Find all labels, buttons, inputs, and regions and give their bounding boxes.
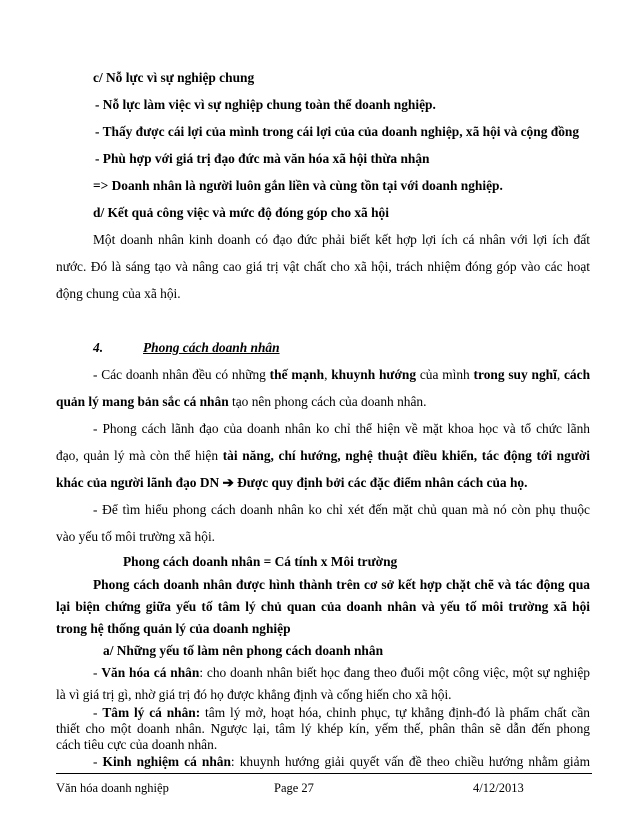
p4-line-2: lại biện chứng giữa yếu tố tâm lý chủ quan của doanh nhân và yếu tố môi trường xã hội [56, 599, 590, 614]
p5-line-2: là vì giá trị gì, nhờ giá trị đó họ được khẳng định và cống hiến cho xã hội. [56, 687, 452, 702]
c-item-1: - Nỗ lực làm việc vì sự nghiệp chung toàn thể doanh nghiệp. [95, 97, 436, 112]
heading-d: d/ Kết quả công việc và mức độ đóng góp cho xã hội [93, 205, 389, 220]
section-4-number: 4. [93, 340, 104, 355]
c-item-2: - Thấy được cái lợi của mình trong cái lợi của của doanh nghiệp, xã hội và cộng đồng [95, 124, 580, 139]
footer-divider [56, 773, 592, 774]
p2-line-2: đạo, quản lý mà còn thể hiện tài năng, chí hướng, nghệ thuật điều khiển, tác động tới người [56, 448, 591, 463]
d-paragraph-line-2: nước. Đó là sáng tạo và nâng cao giá trị vật chất cho xã hội, trách nhiệm đóng góp vào các hoạt [56, 259, 590, 274]
p2-line-3: khác của người lãnh đạo DN ➔ Được quy định bởi các đặc điểm nhân cách của họ. [56, 475, 528, 490]
d-paragraph-line-1: Một doanh nhân kinh doanh có đạo đức phải biết kết hợp lợi ích cá nhân với lợi ích đất [93, 232, 590, 247]
p1-line-1: - Các doanh nhân đều có những thế mạnh, khuynh hướng của mình trong suy nghĩ, cách [93, 367, 591, 382]
c-conclusion: => Doanh nhân là người luôn gắn liền và cùng tồn tại với doanh nghiệp. [93, 178, 503, 193]
d-paragraph-line-3: động chung của xã hội. [56, 286, 181, 301]
p6-line-2: thiết cho một doanh nhân. Ngược lại, tâm lý khép kín, yếm thế, phân thân sẽ dẫn đến phong [56, 721, 590, 736]
formula: Phong cách doanh nhân = Cá tính x Môi trường [123, 554, 398, 569]
footer-date: 4/12/2013 [473, 781, 524, 795]
p4-line-1: Phong cách doanh nhân được hình thành trên cơ sở kết hợp chặt chẽ và tác động qua [93, 577, 590, 592]
p1-line-2: quản lý mang bản sắc cá nhân tạo nên phong cách của doanh nhân. [56, 394, 427, 409]
p3-line-1: - Để tìm hiểu phong cách doanh nhân ko chỉ xét đến mặt chủ quan mà nó còn phụ thuộc [93, 502, 590, 517]
heading-a: a/ Những yếu tố làm nên phong cách doanh nhân [103, 643, 384, 658]
heading-c: c/ Nỗ lực vì sự nghiệp chung [93, 70, 255, 85]
p3-line-2: vào yếu tố môi trường xã hội. [56, 529, 216, 544]
p5-line-1: - Văn hóa cá nhân: cho doanh nhân biết học đang theo đuổi một công việc, một sự nghiệp [93, 665, 590, 680]
section-4-title: Phong cách doanh nhân [143, 340, 280, 355]
footer-title: Văn hóa doanh nghiệp [56, 781, 169, 795]
footer-page-number: Page 27 [274, 781, 314, 795]
c-item-3: - Phù hợp với giá trị đạo đức mà văn hóa xã hội thừa nhận [95, 151, 430, 166]
p2-line-1: - Phong cách lãnh đạo của doanh nhân ko chỉ thể hiện về mặt khoa học và tổ chức lãnh [93, 421, 590, 436]
arrow-right-icon: ➔ [222, 475, 234, 490]
p7-line-1: - Kinh nghiệm cá nhân: khuynh hướng giải quyết vấn đề theo chiều hướng nhằm giảm [93, 754, 590, 769]
p6-line-3: cách tiêu cực của doanh nhân. [56, 737, 218, 752]
p6-line-1: - Tâm lý cá nhân: tâm lý mở, hoạt hóa, chinh phục, tự khẳng định-đó là phẩm chất cần [93, 705, 590, 720]
p4-line-3: trong hệ thống quản lý của doanh nghiệp [56, 621, 291, 636]
